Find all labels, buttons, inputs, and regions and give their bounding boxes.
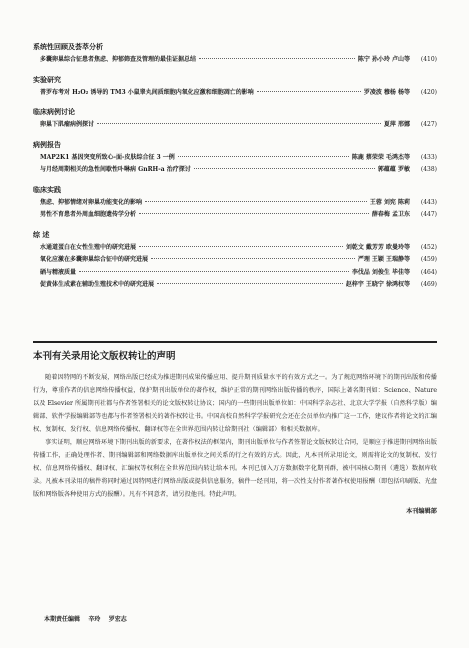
toc-entry-page: (447) <box>420 211 437 218</box>
leader-dots <box>178 156 349 157</box>
toc-entry-title: 卵巢下肌瘤病例探讨 <box>40 121 95 128</box>
leader-dots <box>157 283 343 284</box>
leader-dots <box>139 213 369 214</box>
table-of-contents <box>33 42 437 300</box>
toc-entry-page: (410) <box>420 56 437 63</box>
toc-section <box>33 75 437 100</box>
toc-entry-authors: 陈鹿 蔡荣荣 毛鸿杰等 <box>351 153 410 161</box>
section-divider <box>33 341 437 343</box>
toc-section <box>33 42 437 67</box>
statement-paragraph: 随着因特网的不断发展，网络出版已经成为推进期刊成果传播应用、提升期刊质量水平的有效方式之一。为了规范网络环境下的期刊出版和传播行为，尊重作者的信息网络传播权益，保护期刊出版单位的著作权，维护正常的期刊网络出版传播的秩序，国际上著名期刊如：Science、Nature 以及 Elsevier 所属期刊社都与作者签署相关的论文版权转让协议；国内的一些期刊出版单位如：中国科学杂志社、北京大学学报（自然科学版）编辑部、软件学报编辑部等也都与作者签署相关的著作权转让书。中国高校自然科学学报研究会还在会员单位内推广这一工作，建议作者将论文的汇编权、复制权、发行权、信息网络传播权、翻译权等在全世界范围内转让给期刊社（编辑部）和相关数据库。 <box>33 374 437 433</box>
toc-entry[interactable] <box>33 54 437 67</box>
leader-dots <box>139 246 343 247</box>
statement-title: 本刊有关录用论文版权转让的声明 <box>33 351 176 362</box>
toc-entry[interactable] <box>33 164 437 177</box>
toc-entry-page: (469) <box>420 281 437 288</box>
toc-entry-title: 男性不育患者外周血细胞遗传学分析 <box>40 211 137 218</box>
toc-section-title: 病例报告 <box>33 140 61 149</box>
toc-section-title: 系统性回顾及荟萃分析 <box>33 43 103 51</box>
toc-entry[interactable] <box>33 279 437 292</box>
toc-section-title: 综 述 <box>33 230 50 239</box>
toc-entry[interactable] <box>33 209 437 222</box>
leader-dots <box>257 91 361 92</box>
toc-entry[interactable] <box>33 87 437 100</box>
toc-entry-page: (464) <box>420 268 437 276</box>
toc-entry-authors: 郭蕴蕴 罗敏 <box>377 166 410 173</box>
toc-section-title: 实验研究 <box>33 75 61 84</box>
toc-entry[interactable] <box>33 119 437 132</box>
toc-entry-authors: 薛春梅 孟卫东 <box>371 211 410 218</box>
toc-entry-page: (452) <box>420 243 437 251</box>
toc-section-title: 临床病例讨论 <box>33 108 75 116</box>
toc-entry-authors: 刘乾文 戴芳芳 欧曼玲等 <box>345 243 410 251</box>
toc-entry-authors: 赵梓宇 王晓宁 徐鸿权等 <box>345 281 410 288</box>
responsible-editor-line: 本期责任编辑 辛玲 罗宏志 <box>44 616 127 623</box>
toc-entry-title: 焦虑、抑郁情绪对卵巢功能变化的影响 <box>40 198 143 206</box>
toc-entry[interactable] <box>33 152 437 165</box>
toc-entry-title: 与月经周期相关的急性间歇性卟啉病 GnRH-a 治疗探讨 <box>40 166 191 173</box>
toc-entry-authors: 严理 王颖 王瑞静等 <box>357 256 410 263</box>
leader-dots <box>97 123 381 124</box>
leader-dots <box>79 271 349 272</box>
toc-entry-title: 促黄体生成素在辅助生殖技术中的研究进展 <box>40 281 155 288</box>
toc-entry-title: 普罗布考对 H₂O₂ 诱导的 TM3 小鼠睾丸间质细胞内氧化应激和细胞凋亡的影响 <box>40 88 254 96</box>
leader-dots <box>194 168 375 169</box>
toc-section <box>33 185 437 222</box>
toc-entry[interactable] <box>33 254 437 267</box>
toc-entry-page: (433) <box>420 153 437 161</box>
toc-section <box>33 140 437 177</box>
toc-entry-authors: 夏萍 邢娜 <box>383 121 410 128</box>
toc-entry-page: (438) <box>420 166 437 173</box>
toc-entry-authors: 陈宁 孙小玲 卢山等 <box>357 56 410 63</box>
leader-dots <box>145 201 367 202</box>
toc-entry-authors: 王蓉 刘宪 陈莉 <box>369 198 410 206</box>
toc-entry[interactable] <box>33 242 437 255</box>
leader-dots <box>199 58 355 59</box>
toc-section <box>33 107 437 132</box>
toc-entry[interactable] <box>33 197 437 210</box>
toc-entry-authors: 李伐品 刘俊生 毕佳等 <box>351 268 410 276</box>
toc-entry-page: (459) <box>420 256 437 263</box>
toc-entry-page: (427) <box>420 121 437 128</box>
toc-section-title: 临床实践 <box>33 185 61 194</box>
toc-entry-title: 硒与精液质量 <box>40 268 77 276</box>
statement-paragraph: 事实证明，顺应网络环境下期刊出版的新要求，在著作权法的框架内，期刊出版单位与作者签署论文版权转让合同，是顺应于推进期刊网络出版传播工作，正确处理作者、期刊编辑部和网络数据库出版单位之间关系的行之有效的方式。因此，凡本刊所录用论文，则需将论文的复制权、发行权、信息网络传播权、翻译权、汇编权等权利在全世界范围内转让给本刊。本刊已加入万方数据数字化期刊群，被中国核心期刊（遴选）数据库收录。凡被本刊录用的稿件将同时通过因特网进行网络出版或提供信息服务，稿件一经刊用，将一次性支付作者著作权使用报酬（即包括印刷版、光盘版和网络版各种使用方式的报酬）。凡有不同意者，请另投他刊。特此声明。 <box>33 439 437 498</box>
toc-entry-title: 多囊卵巢综合征患者焦虑、抑郁筛查及管理的最佳证据总结 <box>40 56 197 63</box>
copyright-statement <box>33 351 437 518</box>
toc-entry-title: 水通道蛋白在女性生殖中的研究进展 <box>40 243 137 251</box>
toc-entry-title: MAP2K1 基因突变所致心-面-皮肤综合征 3 一例 <box>40 153 175 161</box>
toc-entry-page: (420) <box>420 88 437 96</box>
toc-entry-page: (443) <box>420 198 437 206</box>
toc-entry-authors: 罗凌波 穆杨 杨等 <box>363 88 410 96</box>
toc-section <box>33 230 437 292</box>
toc-entry-title: 氧化应激在多囊卵巢综合征中的研究进展 <box>40 256 149 263</box>
statement-signature: 本刊编辑部 <box>406 508 437 515</box>
toc-entry[interactable] <box>33 267 437 280</box>
leader-dots <box>151 258 355 259</box>
